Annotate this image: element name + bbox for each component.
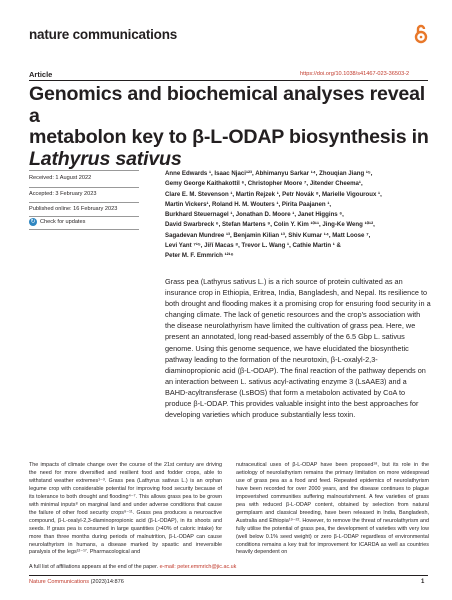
author-line: Martin Vickers¹, Roland H. M. Wouters ¹, Pirita Paajanen ¹, [165,200,332,208]
author-line: Burkhard Steuernagel ¹, Jonathan D. Moore ¹, Janet Higgins ⁶, [165,211,344,218]
published-date: Published online: 16 February 2023 [29,206,118,212]
article-title [29,84,429,170]
author-line: Sagadevan Mundree ¹³, Benjamin Kilian ¹³, Shiv Kumar ¹⁴, Matt Loose ⁷, [165,231,371,239]
journal-name: nature communications [29,27,178,42]
meta-divider [29,170,139,171]
author-list [165,169,430,261]
email-link[interactable]: e-mail: peter.emmrich@jic.ac.uk [159,564,237,570]
footer-volume: (2023)14:876 [89,579,124,585]
author-line: Clare E. M. Stevenson ¹, Martin Rejzek ¹, Petr Novák ⁸, Marielle Vigouroux ¹, [165,190,382,198]
check-updates-label: Check for updates [40,219,86,225]
page-number: 1 [421,579,425,585]
body-column-left: The impacts of climate change over the course of the 21st century are driving the need for more diversified and resilient food and fodder crops, able to withstand weather extremes¹⁻³. Grass pea (Lathyrus sativus L.) is an orphan legume crop with considerable potential for improving food security because of its tolerance to both drought and flooding⁴⁻⁷. This allows grass pea to be grown with minimal inputs⁸ on marginal land and under adverse conditions that cause the failure of other food security crops⁹⁻¹¹. Grass pea produces a neuroactive compound, β-L-oxalyl-2,3-diaminopropionic acid (β-L-ODAP), in its shoots and seeds. If grass pea is consumed in large quantities (>40% of caloric intake) for more than three months during periods of malnutrition, β-L-ODAP can cause neurolathyrism in humans, a disease marked by spastic and irreversible paralysis of the legs¹²⁻¹⁷. Pharmacological and [29,462,222,556]
article-type: Article [29,70,53,79]
author-line: Anne Edwards ¹, Isaac Njaci¹²³, Abhimanyu Sarkar ¹⁴, Zhouqian Jiang ¹⁵, [165,170,373,177]
author-line: Levi Yant ⁷¹⁵, Jiří Macas ⁸, Trevor L. Wang ¹, Cathie Martin ¹ & [165,241,341,249]
title-line-3: Lathyrus sativus [29,147,182,170]
check-updates-icon: ↻ [30,219,36,225]
open-access-icon [414,24,428,44]
header-divider [29,80,428,81]
received-date: Received: 1 August 2022 [29,175,92,181]
body-column-right: nutraceutical uses of β-L-ODAP have been proposed¹⁸, but its role in the aetiology of neurolathyrism remains the primary limitation on more widespread use of grass pea as a food and feed. Repeated epidemics of neurolathyrism have been recorded for over 2000 years, and the disease continues to plague impoverished communities suffering malnourishment. A few varieties of grass pea with reduced β-L-ODAP content, obtained by selection from natural germplasm and classical breeding, have been released in India, Bangladesh, Australia and Ethiopia¹⁹⁻²². However, to remove the threat of neurolathyrism and fully utilise the potential of grass pea, the development of varieties with very low (well below 0.1% seed weight) or zero β-L-ODAP regardless of environmental conditions remains a key trait for improvement for ICARDA as well as countries heavily dependent on [236,462,429,556]
author-line: David Swarbreck ⁶, Stefan Martens ⁹, Colin Y. Kim ¹⁰¹¹, Jing-Ke Weng ¹⁰¹², [165,221,375,229]
meta-divider [29,202,139,203]
meta-divider [29,187,139,188]
footnote [29,564,236,570]
meta-divider [29,229,139,230]
affiliations-note: A full list of affiliations appears at the end of the paper. [29,564,159,570]
meta-divider [29,216,139,217]
author-line: Peter M. F. Emmrich ¹²¹⁶ [165,252,234,259]
footer-journal: Nature Communications [29,579,90,585]
title-line-1: Genomics and biochemical analyses reveal a [29,83,426,127]
accepted-date: Accepted: 3 February 2023 [29,191,97,197]
author-line: Gemy George Kaithakottil ⁶, Christopher Moore ⁷, Jitender Cheema¹, [165,180,363,188]
doi-link[interactable]: https://doi.org/10.1038/s41467-023-36503-2 [300,71,410,77]
footer-divider [29,575,428,576]
abstract: Grass pea (Lathyrus sativus L.) is a rich source of protein cultivated as an insurance crop in Ethiopia, Eritrea, India, Bangladesh, and Nepal. Its resilience to both drought and flooding makes it a promising crop for ensuring food security in a changing climate. The lack of genetic resources and the crop's association with the disease neurolathyrism have limited the cultivation of grass pea. Here, we present an annotated, long read-based assembly of the 6.5 Gbp L. sativus genome. Using this genome sequence, we have elucidated the biosynthetic pathway leading to the formation of the neurotoxin, β-L-oxalyl-2,3-diaminopropionic acid (β-L-ODAP). The final reaction of the pathway depends on an interaction between L. sativus acyl-activating enzyme 3 (LsAAE3) and a BAHD-acyltransferase (LsBOS) that form a metabolon activated by CoA to produce β-L-ODAP. This provides valuable insight into the best approaches for developing varieties which produce substantially less toxin. [165,277,431,420]
title-line-2: metabolon key to β-L-ODAP biosynthesis in [29,126,429,148]
footer-citation [29,579,124,585]
check-updates-button[interactable] [29,218,85,226]
